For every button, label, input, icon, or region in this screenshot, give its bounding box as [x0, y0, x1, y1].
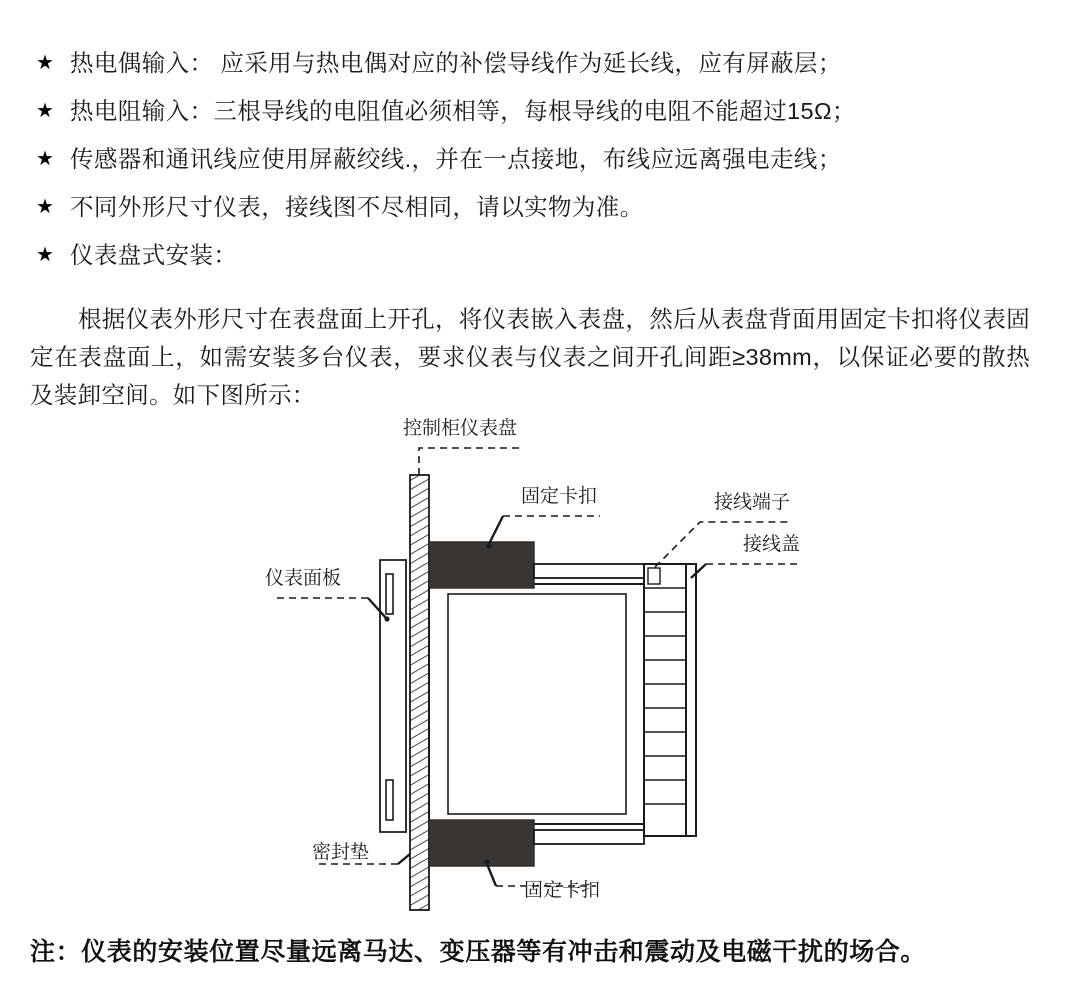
paragraph-text: 根据仪表外形尺寸在表盘面上开孔，将仪表嵌入表盘，然后从表盘背面用固定卡扣将仪表固定在表盘面上，如需安装多台仪表，要求仪表与仪表之间开孔间距≥38mm，以保证必要的散热及装卸空间。如下图所示：	[30, 306, 1030, 408]
terminal-block	[644, 564, 686, 836]
meter-front-panel	[380, 560, 406, 832]
star-icon: ★	[36, 196, 54, 218]
label-front-panel-text: 仪表面板	[265, 568, 342, 589]
footer-note: 注：仪表的安装位置尽量远离马达、变压器等有冲击和震动及电磁干扰的场合。	[30, 938, 927, 966]
list-item	[0, 48, 1080, 78]
fixing-clip-top	[429, 542, 644, 588]
label-gasket	[312, 841, 410, 864]
list-item	[0, 96, 1080, 126]
label-clip-top	[486, 485, 600, 549]
label-terminal-cover-text: 接线盖	[742, 534, 800, 555]
list-item	[0, 240, 1080, 270]
list-item-text: 热电偶输入： 应采用与热电偶对应的补偿导线作为延长线，应有屏蔽层；	[70, 50, 842, 76]
terminal-cover	[686, 564, 696, 836]
label-front-panel	[265, 567, 390, 622]
label-terminal-cover	[691, 533, 800, 578]
star-icon: ★	[36, 148, 54, 170]
list-item	[0, 144, 1080, 174]
control-cabinet-panel	[410, 475, 429, 910]
meter-body	[429, 584, 644, 824]
label-terminal	[655, 491, 790, 567]
star-icon: ★	[36, 100, 54, 122]
bullet-list	[0, 48, 1080, 288]
star-icon: ★	[36, 52, 54, 74]
label-gasket-text: 密封垫	[312, 842, 370, 863]
list-item	[0, 192, 1080, 222]
list-item-text: 仪表盘式安装：	[70, 242, 238, 268]
list-item-text: 不同外形尺寸仪表，接线图不尽相同，请以实物为准。	[70, 194, 644, 220]
installation-diagram	[0, 412, 1080, 922]
label-terminal-text: 接线端子	[713, 492, 790, 513]
label-panel-top-text: 控制柜仪表盘	[402, 418, 517, 439]
fixing-clip-bottom	[429, 820, 644, 866]
list-item-text: 热电阻输入：三根导线的电阻值必须相等，每根导线的电阻不能超过15Ω；	[70, 98, 856, 124]
label-panel-top	[403, 417, 520, 475]
label-clip-top-text: 固定卡扣	[520, 486, 597, 507]
installation-paragraph	[30, 300, 1030, 414]
list-item-text: 传感器和通讯线应使用屏蔽绞线.，并在一点接地，布线应远离强电走线；	[70, 146, 842, 172]
star-icon: ★	[36, 244, 54, 266]
label-clip-bottom-text: 固定卡扣	[523, 880, 600, 901]
